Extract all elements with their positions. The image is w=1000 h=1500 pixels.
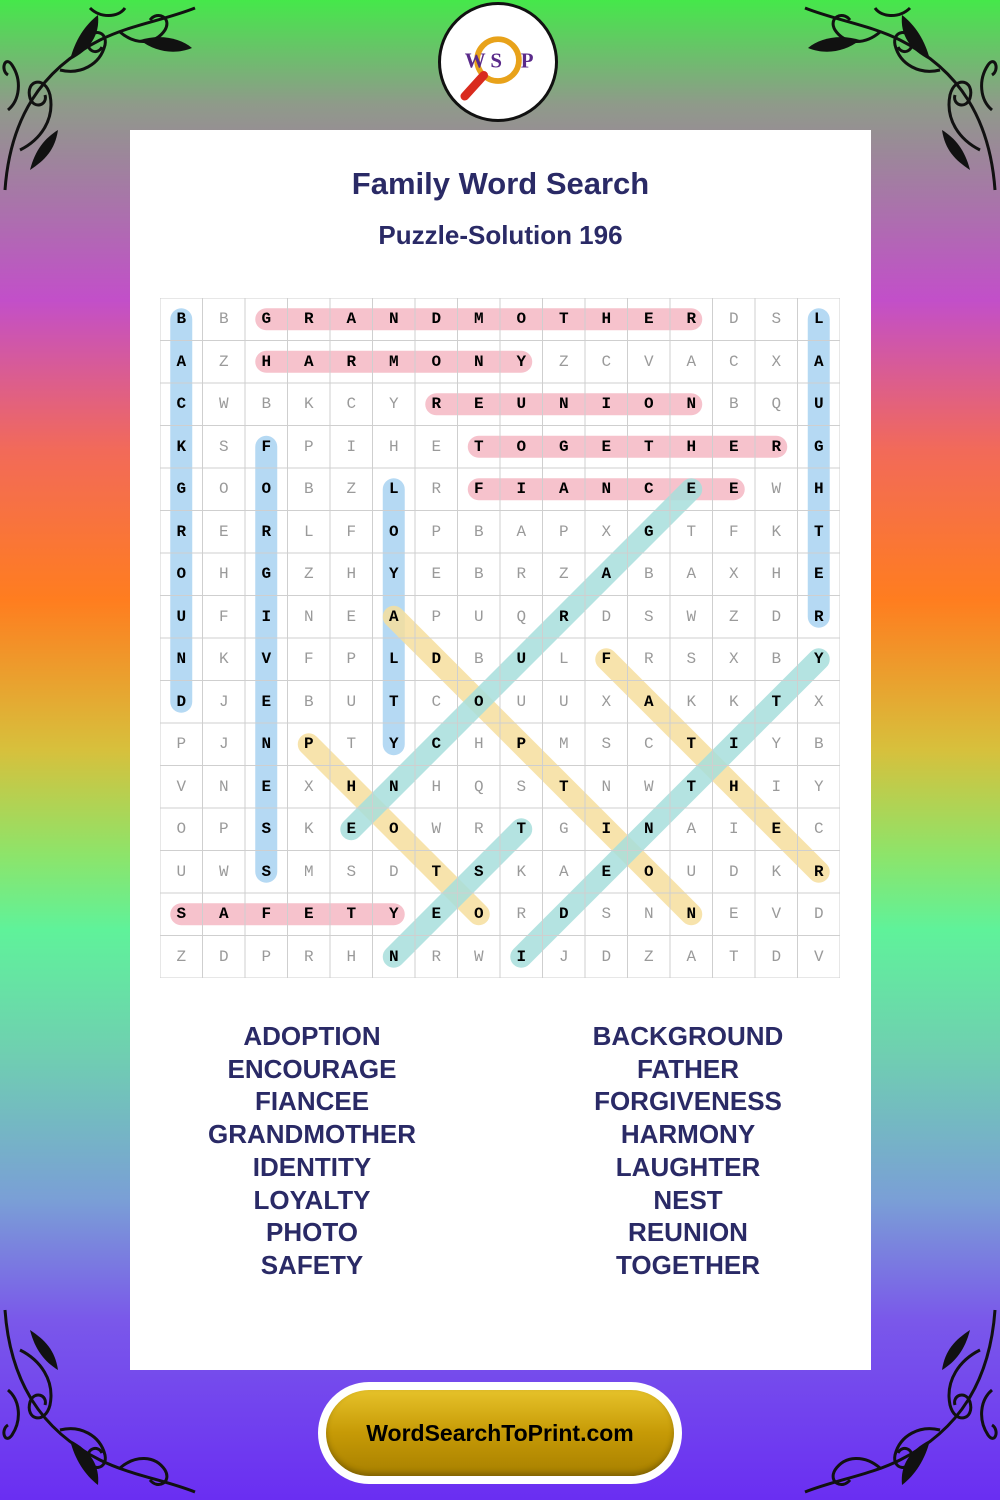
grid-cell[interactable]: Y: [388, 565, 399, 583]
word-list-item: FIANCEE: [254, 1086, 370, 1117]
grid-cell[interactable]: T: [813, 522, 824, 541]
grid-cell[interactable]: Z: [176, 947, 187, 966]
grid-cell[interactable]: Q: [473, 777, 484, 796]
grid-cell[interactable]: H: [346, 565, 357, 583]
grid-cell[interactable]: R: [516, 905, 527, 923]
grid-cell[interactable]: W: [643, 777, 654, 796]
grid-cell[interactable]: V: [643, 352, 654, 371]
grid-cell[interactable]: F: [303, 650, 314, 668]
grid-cell[interactable]: G: [558, 820, 569, 838]
grid-cell[interactable]: S: [516, 777, 527, 796]
grid-cell[interactable]: G: [261, 310, 272, 328]
grid-cell[interactable]: W: [771, 480, 782, 498]
grid-cell[interactable]: I: [728, 820, 739, 838]
grid-cell[interactable]: T: [558, 777, 569, 796]
grid-cell[interactable]: O: [516, 437, 527, 456]
grid-cell[interactable]: S: [601, 735, 612, 753]
grid-cell[interactable]: L: [813, 310, 824, 328]
grid-cell[interactable]: N: [261, 735, 272, 753]
grid-cell[interactable]: T: [473, 437, 484, 456]
grid-cell[interactable]: E: [261, 777, 272, 796]
grid-cell[interactable]: R: [558, 607, 569, 626]
grid-cell[interactable]: N: [388, 310, 399, 328]
grid-cell[interactable]: D: [431, 310, 442, 328]
grid-cell[interactable]: Q: [771, 395, 782, 413]
grid-cell[interactable]: A: [516, 522, 527, 541]
magnifier-icon: [441, 5, 555, 119]
grid-cell[interactable]: V: [813, 947, 824, 966]
grid-cell[interactable]: N: [388, 777, 399, 796]
grid-cell[interactable]: H: [261, 352, 272, 371]
grid-cell[interactable]: K: [303, 820, 314, 838]
grid-cell[interactable]: A: [176, 352, 187, 371]
grid-cell[interactable]: Z: [558, 565, 569, 583]
grid-cell[interactable]: J: [558, 947, 569, 966]
grid-cell[interactable]: R: [643, 650, 654, 668]
grid-cell[interactable]: N: [686, 395, 697, 413]
grid-cell[interactable]: A: [388, 607, 399, 626]
grid-cell[interactable]: F: [261, 437, 272, 456]
grid-cell[interactable]: H: [813, 480, 824, 498]
grid-cell[interactable]: H: [728, 777, 739, 796]
grid-cell[interactable]: S: [261, 862, 272, 881]
grid-cell[interactable]: W: [431, 820, 442, 838]
website-link-label: WordSearchToPrint.com: [326, 1390, 674, 1476]
grid-cell[interactable]: B: [813, 735, 824, 753]
grid-cell[interactable]: T: [558, 310, 569, 328]
grid-cell[interactable]: H: [346, 947, 357, 966]
grid-cell[interactable]: E: [431, 565, 442, 583]
grid-cell[interactable]: M: [558, 735, 569, 753]
grid-cell[interactable]: Y: [813, 777, 824, 796]
grid-cell[interactable]: E: [728, 480, 739, 498]
grid-cell[interactable]: B: [261, 395, 272, 413]
grid-cell[interactable]: K: [771, 522, 782, 541]
grid-cell[interactable]: V: [771, 905, 782, 923]
word-list-item: REUNION: [628, 1217, 748, 1248]
grid-cell[interactable]: P: [303, 735, 314, 753]
grid-cell[interactable]: N: [558, 395, 569, 413]
grid-cell[interactable]: R: [813, 862, 824, 881]
word-list-item: ENCOURAGE: [227, 1053, 397, 1084]
grid-cell[interactable]: T: [686, 522, 697, 541]
grid-cell[interactable]: R: [473, 820, 484, 838]
grid-cell[interactable]: E: [601, 862, 612, 881]
wsp-logo[interactable]: [438, 2, 558, 122]
grid-cell[interactable]: T: [516, 820, 527, 838]
grid-cell[interactable]: I: [601, 395, 612, 413]
grid-cell[interactable]: L: [388, 650, 399, 668]
grid-cell[interactable]: U: [176, 607, 187, 626]
grid-cell[interactable]: S: [346, 862, 357, 881]
grid-cell[interactable]: O: [176, 820, 187, 838]
grid-cell[interactable]: O: [473, 692, 484, 711]
word-list-item: HARMONY: [620, 1119, 756, 1150]
grid-cell[interactable]: D: [601, 947, 612, 966]
grid-cell[interactable]: A: [686, 565, 697, 583]
grid-cell[interactable]: C: [431, 692, 442, 711]
grid-cell[interactable]: Z: [346, 480, 357, 498]
grid-cell[interactable]: O: [176, 565, 187, 583]
grid-cell[interactable]: E: [431, 905, 442, 923]
grid-cell[interactable]: K: [771, 862, 782, 881]
grid-cell[interactable]: S: [473, 862, 484, 881]
grid-cell[interactable]: L: [303, 522, 314, 541]
grid-cell[interactable]: T: [431, 862, 442, 881]
grid-cell[interactable]: X: [601, 522, 612, 541]
word-list-item: BACKGROUND: [592, 1021, 784, 1051]
grid-cell[interactable]: K: [218, 650, 229, 668]
grid-cell[interactable]: S: [771, 310, 782, 328]
grid-cell[interactable]: Z: [643, 947, 654, 966]
grid-cell[interactable]: M: [388, 352, 399, 371]
grid-cell[interactable]: M: [303, 862, 314, 881]
grid-cell[interactable]: O: [388, 522, 399, 541]
grid-cell[interactable]: D: [431, 650, 442, 668]
grid-cell[interactable]: W: [686, 607, 697, 626]
grid-cell[interactable]: V: [176, 777, 187, 796]
grid-cell[interactable]: P: [516, 735, 527, 753]
page-subtitle: Puzzle-Solution 196: [378, 220, 623, 250]
grid-cell[interactable]: D: [728, 310, 739, 328]
grid-cell[interactable]: E: [601, 437, 612, 456]
grid-cell[interactable]: U: [686, 862, 697, 881]
grid-cell[interactable]: E: [728, 437, 739, 456]
grid-cell[interactable]: P: [558, 522, 569, 541]
grid-cell[interactable]: H: [601, 310, 612, 328]
grid-cell[interactable]: I: [346, 437, 357, 456]
grid-cell[interactable]: R: [303, 947, 314, 966]
grid-cell[interactable]: U: [558, 692, 569, 711]
grid-cell[interactable]: C: [813, 820, 824, 838]
grid-cell[interactable]: P: [303, 437, 314, 456]
grid-cell[interactable]: Z: [558, 352, 569, 371]
grid-cell[interactable]: B: [728, 395, 739, 413]
grid-cell[interactable]: E: [346, 607, 357, 626]
grid-cell[interactable]: A: [346, 310, 357, 328]
grid-cell[interactable]: E: [346, 820, 357, 838]
grid-cell[interactable]: L: [558, 650, 569, 668]
grid-cell[interactable]: K: [176, 437, 187, 456]
grid-cell[interactable]: H: [346, 777, 357, 796]
grid-cell[interactable]: B: [303, 480, 314, 498]
grid-cell[interactable]: Y: [388, 905, 399, 923]
grid-cell[interactable]: H: [473, 735, 484, 753]
grid-cell[interactable]: A: [558, 480, 569, 498]
grid-cell[interactable]: E: [728, 905, 739, 923]
grid-cell[interactable]: Z: [218, 352, 229, 371]
grid-cell[interactable]: T: [728, 947, 739, 966]
grid-cell[interactable]: R: [813, 607, 824, 626]
grid-cell[interactable]: N: [388, 947, 399, 966]
grid-cell[interactable]: E: [473, 395, 484, 413]
grid-cell[interactable]: O: [388, 820, 399, 838]
grid-cell[interactable]: N: [473, 352, 484, 371]
grid-cell[interactable]: V: [261, 650, 272, 668]
grid-cell[interactable]: P: [176, 735, 187, 753]
grid-cell[interactable]: D: [558, 905, 569, 923]
grid-cell[interactable]: N: [686, 905, 697, 923]
grid-cell[interactable]: Q: [516, 607, 527, 626]
grid-cell[interactable]: F: [728, 522, 739, 541]
grid-cell[interactable]: I: [261, 607, 272, 626]
grid-cell[interactable]: C: [176, 395, 187, 413]
grid-cell[interactable]: U: [346, 692, 357, 711]
grid-cell[interactable]: T: [346, 735, 357, 753]
grid-cell[interactable]: T: [388, 692, 399, 711]
grid-cell[interactable]: B: [643, 565, 654, 583]
word-list-item: IDENTITY: [252, 1151, 372, 1182]
grid-cell[interactable]: S: [218, 437, 229, 456]
grid-cell[interactable]: G: [558, 437, 569, 456]
grid-cell[interactable]: N: [643, 820, 654, 838]
grid-cell[interactable]: E: [643, 310, 654, 328]
grid-cell[interactable]: D: [771, 607, 782, 626]
grid-cell[interactable]: C: [728, 352, 739, 371]
grid-cell[interactable]: A: [218, 905, 229, 923]
grid-cell[interactable]: O: [431, 352, 442, 371]
word-list-item: LAUGHTER: [615, 1151, 761, 1182]
grid-cell[interactable]: R: [516, 565, 527, 583]
grid-cell[interactable]: X: [728, 565, 739, 583]
grid-cell[interactable]: I: [516, 947, 527, 966]
word-list-left: [127, 1020, 497, 1282]
grid-cell[interactable]: F: [261, 905, 272, 923]
grid-cell[interactable]: G: [176, 480, 187, 498]
grid-cell[interactable]: O: [218, 480, 229, 498]
grid-cell[interactable]: O: [643, 862, 654, 881]
grid-cell[interactable]: O: [261, 480, 272, 498]
grid-cell[interactable]: O: [473, 905, 484, 923]
grid-cell[interactable]: O: [643, 395, 654, 413]
grid-cell[interactable]: P: [431, 522, 442, 541]
grid-cell[interactable]: Y: [771, 735, 782, 753]
grid-cell[interactable]: C: [643, 735, 654, 753]
logo-letter-p: P: [520, 48, 534, 73]
grid-cell[interactable]: X: [813, 692, 824, 711]
grid-cell[interactable]: R: [261, 522, 272, 541]
grid-cell[interactable]: U: [176, 862, 187, 881]
word-list-item: ADOPTION: [243, 1021, 381, 1051]
grid-cell[interactable]: A: [601, 565, 612, 583]
grid-cell[interactable]: T: [686, 777, 697, 796]
word-search-grid[interactable]: [160, 298, 840, 978]
grid-cell[interactable]: J: [218, 692, 229, 711]
grid-cell[interactable]: B: [473, 522, 484, 541]
word-list-right: [503, 1020, 873, 1282]
grid-cell[interactable]: N: [601, 480, 612, 498]
grid-cell[interactable]: I: [516, 480, 527, 498]
grid-cell[interactable]: A: [813, 352, 824, 371]
grid-cell[interactable]: K: [686, 692, 697, 711]
grid-cell[interactable]: S: [601, 905, 612, 923]
grid-cell[interactable]: J: [218, 735, 229, 753]
grid-cell[interactable]: B: [473, 650, 484, 668]
grid-cell[interactable]: S: [686, 650, 697, 668]
grid-cell[interactable]: B: [176, 310, 187, 328]
grid-cell[interactable]: R: [686, 310, 697, 328]
grid-cell[interactable]: C: [431, 735, 442, 753]
grid-cell[interactable]: C: [601, 352, 612, 371]
grid-cell[interactable]: D: [771, 947, 782, 966]
grid-cell[interactable]: G: [261, 565, 272, 583]
grid-cell[interactable]: A: [686, 352, 697, 371]
grid-cell[interactable]: T: [643, 437, 654, 456]
grid-cell[interactable]: U: [516, 395, 527, 413]
grid-cell[interactable]: D: [218, 947, 229, 966]
word-list-item: FORGIVENESS: [594, 1086, 782, 1117]
grid-cell[interactable]: O: [516, 310, 527, 328]
puzzle-sheet: [130, 130, 871, 1370]
grid-cell[interactable]: A: [303, 352, 314, 371]
grid-cell[interactable]: X: [601, 692, 612, 711]
grid-cell[interactable]: I: [728, 735, 739, 753]
grid-cell[interactable]: R: [176, 522, 187, 541]
grid-cell[interactable]: E: [686, 480, 697, 498]
grid-cell[interactable]: G: [813, 437, 824, 456]
grid-cell[interactable]: W: [473, 947, 484, 966]
grid-cell[interactable]: U: [516, 692, 527, 711]
grid-cell[interactable]: H: [218, 565, 229, 583]
grid-cell[interactable]: R: [431, 395, 442, 413]
grid-cell[interactable]: N: [643, 905, 654, 923]
grid-cell[interactable]: D: [813, 905, 824, 923]
grid-cell[interactable]: E: [303, 905, 314, 923]
grid-cell[interactable]: Y: [813, 650, 824, 668]
word-list-item: TOGETHER: [616, 1249, 760, 1280]
grid-cell[interactable]: A: [643, 692, 654, 711]
grid-cell[interactable]: E: [218, 522, 229, 541]
grid-cell[interactable]: T: [771, 692, 782, 711]
grid-cell[interactable]: B: [473, 565, 484, 583]
grid-cell[interactable]: K: [303, 395, 314, 413]
grid-cell[interactable]: S: [176, 905, 187, 923]
grid-cell[interactable]: I: [771, 777, 782, 796]
word-list-item: FATHER: [636, 1053, 740, 1084]
grid-cell[interactable]: P: [261, 947, 272, 966]
grid-cell[interactable]: D: [601, 607, 612, 626]
grid-cell[interactable]: U: [516, 650, 527, 668]
grid-cell[interactable]: X: [303, 777, 314, 796]
grid-cell[interactable]: D: [728, 862, 739, 881]
grid-cell[interactable]: I: [601, 820, 612, 838]
grid-cell[interactable]: G: [643, 522, 654, 541]
grid-cell[interactable]: Z: [728, 607, 739, 626]
grid-cell[interactable]: N: [303, 607, 314, 626]
page-title: Family Word Search: [351, 166, 650, 201]
grid-cell[interactable]: W: [218, 395, 229, 413]
grid-cell[interactable]: H: [771, 565, 782, 583]
grid-cell[interactable]: E: [771, 820, 782, 838]
grid-cell[interactable]: E: [261, 692, 272, 711]
word-list-item: LOYALTY: [253, 1184, 371, 1215]
grid-cell[interactable]: C: [643, 480, 654, 498]
grid-cell[interactable]: H: [686, 437, 697, 456]
grid-cell[interactable]: R: [771, 437, 782, 456]
grid-cell[interactable]: F: [218, 607, 229, 626]
grid-cell[interactable]: B: [218, 310, 229, 328]
grid-cell[interactable]: Y: [516, 352, 527, 371]
grid-cell[interactable]: T: [686, 735, 697, 753]
grid-cell[interactable]: C: [346, 395, 357, 413]
grid-cell[interactable]: M: [473, 310, 484, 328]
grid-cell[interactable]: F: [601, 650, 612, 668]
grid-cell[interactable]: R: [431, 480, 442, 498]
grid-cell[interactable]: P: [431, 607, 442, 626]
grid-cell[interactable]: F: [346, 522, 357, 541]
grid-cell[interactable]: X: [771, 352, 782, 371]
grid-cell[interactable]: K: [516, 862, 527, 881]
word-list-item: GRANDMOTHER: [208, 1119, 416, 1150]
grid-cell[interactable]: U: [473, 607, 484, 626]
grid-cell[interactable]: P: [346, 650, 357, 668]
grid-cell[interactable]: P: [218, 820, 229, 838]
grid-cell[interactable]: H: [431, 777, 442, 796]
grid-cell[interactable]: H: [388, 437, 399, 456]
grid-cell[interactable]: Y: [388, 395, 399, 413]
grid-cell[interactable]: A: [558, 862, 569, 881]
grid-cell[interactable]: B: [303, 692, 314, 711]
grid-cell[interactable]: X: [728, 650, 739, 668]
grid-cell[interactable]: R: [303, 310, 314, 328]
logo-letter-w: W: [464, 48, 486, 73]
grid-cell[interactable]: Z: [303, 565, 314, 583]
grid-cell[interactable]: D: [388, 862, 399, 881]
grid-cell[interactable]: N: [176, 650, 187, 668]
logo-letter-s: S: [490, 48, 503, 73]
grid-cell[interactable]: N: [601, 777, 612, 796]
grid-cell[interactable]: U: [813, 395, 824, 413]
grid-cell[interactable]: K: [728, 692, 739, 711]
word-list-item: NEST: [653, 1184, 723, 1215]
word-list-item: PHOTO: [266, 1217, 358, 1248]
grid-cell[interactable]: R: [431, 947, 442, 966]
grid-cell[interactable]: W: [218, 862, 229, 881]
grid-cell[interactable]: T: [346, 905, 357, 923]
grid-cell[interactable]: D: [176, 692, 187, 711]
grid-cell[interactable]: E: [431, 437, 442, 456]
grid-cell[interactable]: A: [686, 820, 697, 838]
grid-cell[interactable]: B: [771, 650, 782, 668]
grid-cell[interactable]: S: [261, 820, 272, 838]
grid-cell[interactable]: R: [346, 352, 357, 371]
grid-cell[interactable]: Y: [388, 735, 399, 753]
grid-cell[interactable]: F: [473, 480, 484, 498]
grid-cell[interactable]: S: [643, 607, 654, 626]
grid-cell[interactable]: N: [218, 777, 229, 796]
website-link-button[interactable]: [318, 1382, 682, 1484]
grid-cell[interactable]: L: [388, 480, 399, 498]
grid-cell[interactable]: E: [813, 565, 824, 583]
grid-cell[interactable]: A: [686, 947, 697, 966]
word-list-item: SAFETY: [260, 1249, 364, 1280]
